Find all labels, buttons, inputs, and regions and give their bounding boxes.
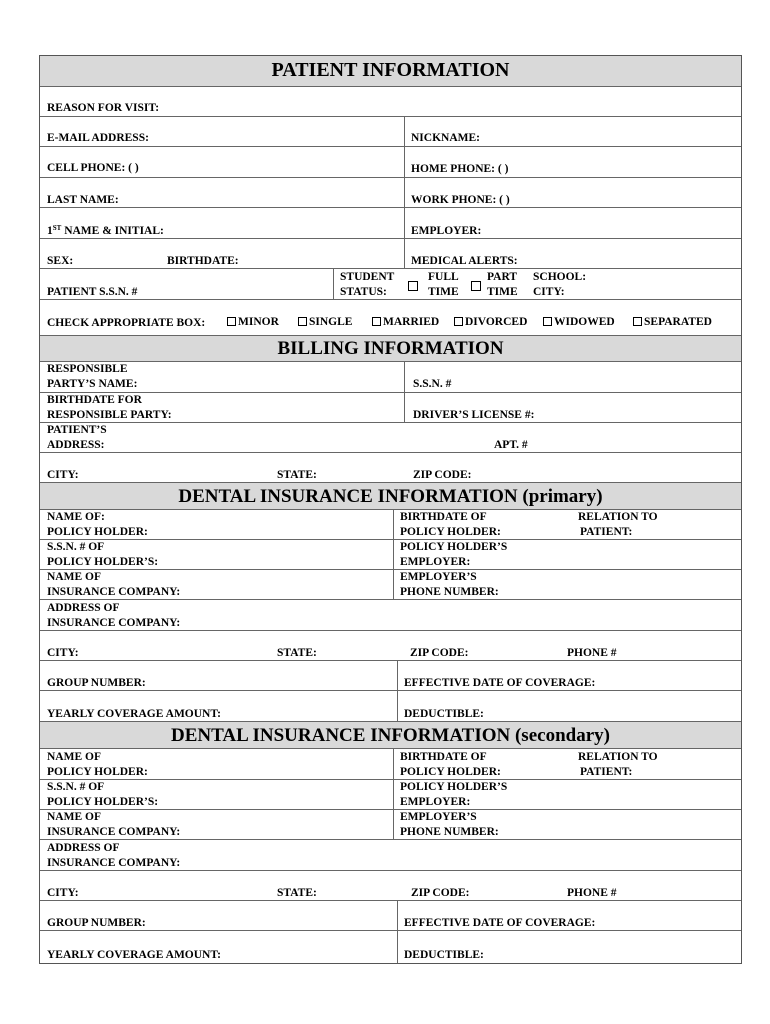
p-yearly-label: YEARLY COVERAGE AMOUNT:	[47, 708, 222, 720]
p-name-label-1: NAME OF:	[47, 511, 105, 523]
s-employer-label-1: POLICY HOLDER’S	[400, 781, 508, 793]
billing-ssn-label: S.S.N. #	[413, 378, 452, 390]
p-company-label-2: INSURANCE COMPANY:	[47, 586, 181, 598]
s-effective-label: EFFECTIVE DATE OF COVERAGE:	[404, 917, 596, 929]
responsible-party-row[interactable]	[40, 362, 741, 393]
p-relation-label-1: RELATION TO	[578, 511, 658, 523]
married-checkbox[interactable]	[372, 317, 381, 326]
option-widowed[interactable]: WIDOWED	[543, 315, 615, 330]
resp-birthdate-label-1: BIRTHDATE FOR	[47, 394, 142, 406]
secondary-ssn-row[interactable]	[40, 780, 741, 810]
billing-zip-label: ZIP CODE:	[413, 469, 472, 481]
part-time-label-2: TIME	[487, 286, 518, 298]
medical-alerts-label: MEDICAL ALERTS:	[411, 255, 518, 267]
s-address-label-1: ADDRESS OF	[47, 842, 120, 854]
firstname-row[interactable]	[40, 208, 741, 239]
cell-phone-label: CELL PHONE: ( )	[47, 162, 139, 174]
patient-info-header	[40, 56, 741, 87]
patient-address-label-2: ADDRESS:	[47, 439, 105, 451]
resp-birthdate-label-2: RESPONSIBLE PARTY:	[47, 409, 172, 421]
last-name-label: LAST NAME:	[47, 194, 119, 206]
billing-title: BILLING INFORMATION	[277, 338, 504, 359]
option-single[interactable]: SINGLE	[298, 315, 352, 330]
drivers-license-label: DRIVER’S LICENSE #:	[413, 409, 535, 421]
school-label: SCHOOL:	[533, 271, 587, 283]
billing-city-row[interactable]	[40, 453, 741, 483]
patient-info-title: PATIENT INFORMATION	[271, 59, 510, 81]
full-time-label-1: FULL	[428, 271, 459, 283]
responsible-birthdate-row[interactable]	[40, 393, 741, 423]
s-birthdate-label-1: BIRTHDATE OF	[400, 751, 487, 763]
p-address-label-1: ADDRESS OF	[47, 602, 120, 614]
apt-label: APT. #	[494, 439, 528, 451]
birthdate-label: BIRTHDATE:	[167, 255, 239, 267]
secondary-company-row[interactable]	[40, 810, 741, 840]
s-ssn-label-1: S.S.N. # OF	[47, 781, 105, 793]
separated-checkbox[interactable]	[633, 317, 642, 326]
billing-city-label: CITY:	[47, 469, 79, 481]
s-company-label-1: NAME OF	[47, 811, 101, 823]
p-city-label: CITY:	[47, 647, 79, 659]
p-deductible-label: DEDUCTIBLE:	[404, 708, 484, 720]
s-employer-label-2: EMPLOYER:	[400, 796, 471, 808]
part-time-checkbox[interactable]	[471, 281, 481, 291]
p-emp-phone-label-1: EMPLOYER’S	[400, 571, 477, 583]
s-ssn-label-2: POLICY HOLDER’S:	[47, 796, 159, 808]
patient-address-row[interactable]	[40, 423, 741, 453]
marital-row	[40, 300, 741, 336]
sex-row[interactable]	[40, 239, 741, 269]
full-time-checkbox[interactable]	[408, 281, 418, 291]
home-phone-label: HOME PHONE: ( )	[411, 163, 509, 175]
p-group-label: GROUP NUMBER:	[47, 677, 146, 689]
p-birthdate-label-2: POLICY HOLDER:	[400, 526, 501, 538]
phone-row[interactable]	[40, 147, 741, 178]
p-ssn-label-1: S.S.N. # OF	[47, 541, 105, 553]
p-company-label-1: NAME OF	[47, 571, 101, 583]
s-deductible-label: DEDUCTIBLE:	[404, 949, 484, 961]
s-state-label: STATE:	[277, 887, 317, 899]
p-employer-label-1: POLICY HOLDER’S	[400, 541, 508, 553]
nickname-label: NICKNAME:	[411, 132, 480, 144]
s-group-label: GROUP NUMBER:	[47, 917, 146, 929]
s-zip-label: ZIP CODE:	[411, 887, 470, 899]
primary-company-row[interactable]	[40, 570, 741, 600]
option-married[interactable]: MARRIED	[372, 315, 439, 330]
s-name-label-1: NAME OF	[47, 751, 101, 763]
p-zip-label: ZIP CODE:	[410, 647, 469, 659]
s-name-label-2: POLICY HOLDER:	[47, 766, 148, 778]
student-status-label-2: STATUS:	[340, 286, 387, 298]
primary-ssn-row[interactable]	[40, 540, 741, 570]
reason-row[interactable]	[40, 87, 741, 117]
p-ssn-label-2: POLICY HOLDER’S:	[47, 556, 159, 568]
ssn-status-row[interactable]	[40, 269, 741, 300]
secondary-insurance-title: DENTAL INSURANCE INFORMATION (secondary)	[171, 725, 610, 746]
single-checkbox[interactable]	[298, 317, 307, 326]
secondary-group-row[interactable]	[40, 901, 741, 931]
widowed-checkbox[interactable]	[543, 317, 552, 326]
p-name-label-2: POLICY HOLDER:	[47, 526, 148, 538]
secondary-insurance-header	[40, 722, 741, 749]
full-time-label-2: TIME	[428, 286, 459, 298]
patient-ssn-label: PATIENT S.S.N. #	[47, 286, 138, 298]
primary-group-row[interactable]	[40, 661, 741, 691]
p-employer-label-2: EMPLOYER:	[400, 556, 471, 568]
patient-form	[39, 55, 742, 964]
patient-address-label-1: PATIENT’S	[47, 424, 107, 436]
lastname-row[interactable]	[40, 178, 741, 208]
check-box-label: CHECK APPROPRIATE BOX:	[47, 317, 206, 329]
responsible-label-1: RESPONSIBLE	[47, 363, 128, 375]
sex-label: SEX:	[47, 255, 74, 267]
p-relation-label-2: PATIENT:	[580, 526, 633, 538]
p-address-label-2: INSURANCE COMPANY:	[47, 617, 181, 629]
responsible-label-2: PARTY’S NAME:	[47, 378, 138, 390]
s-emp-phone-label-2: PHONE NUMBER:	[400, 826, 499, 838]
s-company-label-2: INSURANCE COMPANY:	[47, 826, 181, 838]
billing-state-label: STATE:	[277, 469, 317, 481]
part-time-label-1: PART	[487, 271, 518, 283]
primary-coverage-row[interactable]	[40, 691, 741, 722]
secondary-policy-holder-row[interactable]	[40, 749, 741, 780]
p-effective-label: EFFECTIVE DATE OF COVERAGE:	[404, 677, 596, 689]
s-phone-label: PHONE #	[567, 887, 617, 899]
option-minor[interactable]: MINOR	[227, 315, 279, 330]
p-emp-phone-label-2: PHONE NUMBER:	[400, 586, 499, 598]
minor-checkbox[interactable]	[227, 317, 236, 326]
primary-insurance-title: DENTAL INSURANCE INFORMATION (primary)	[178, 486, 603, 507]
s-relation-label-1: RELATION TO	[578, 751, 658, 763]
school-city-label: CITY:	[533, 286, 565, 298]
email-row[interactable]	[40, 117, 741, 147]
s-emp-phone-label-1: EMPLOYER’S	[400, 811, 477, 823]
p-phone-label: PHONE #	[567, 647, 617, 659]
p-birthdate-label-1: BIRTHDATE OF	[400, 511, 487, 523]
secondary-company-address-row[interactable]	[40, 840, 741, 871]
s-relation-label-2: PATIENT:	[580, 766, 633, 778]
primary-company-address-row[interactable]	[40, 600, 741, 631]
secondary-coverage-row[interactable]	[40, 931, 741, 963]
s-address-label-2: INSURANCE COMPANY:	[47, 857, 181, 869]
option-divorced[interactable]: DIVORCED	[454, 315, 527, 330]
primary-policy-holder-row[interactable]	[40, 510, 741, 540]
primary-city-row[interactable]	[40, 631, 741, 661]
reason-label: REASON FOR VISIT:	[47, 102, 160, 114]
billing-header	[40, 336, 741, 362]
secondary-city-row[interactable]	[40, 871, 741, 901]
option-separated[interactable]: SEPARATED	[633, 315, 712, 330]
s-yearly-label: YEARLY COVERAGE AMOUNT:	[47, 949, 222, 961]
primary-insurance-header	[40, 483, 741, 510]
student-status-label-1: STUDENT	[340, 271, 395, 283]
s-birthdate-label-2: POLICY HOLDER:	[400, 766, 501, 778]
work-phone-label: WORK PHONE: ( )	[411, 194, 510, 206]
s-city-label: CITY:	[47, 887, 79, 899]
divorced-checkbox[interactable]	[454, 317, 463, 326]
first-name-label: 1ST NAME & INITIAL:	[47, 224, 164, 237]
email-label: E-MAIL ADDRESS:	[47, 132, 149, 144]
employer-label: EMPLOYER:	[411, 225, 482, 237]
p-state-label: STATE:	[277, 647, 317, 659]
